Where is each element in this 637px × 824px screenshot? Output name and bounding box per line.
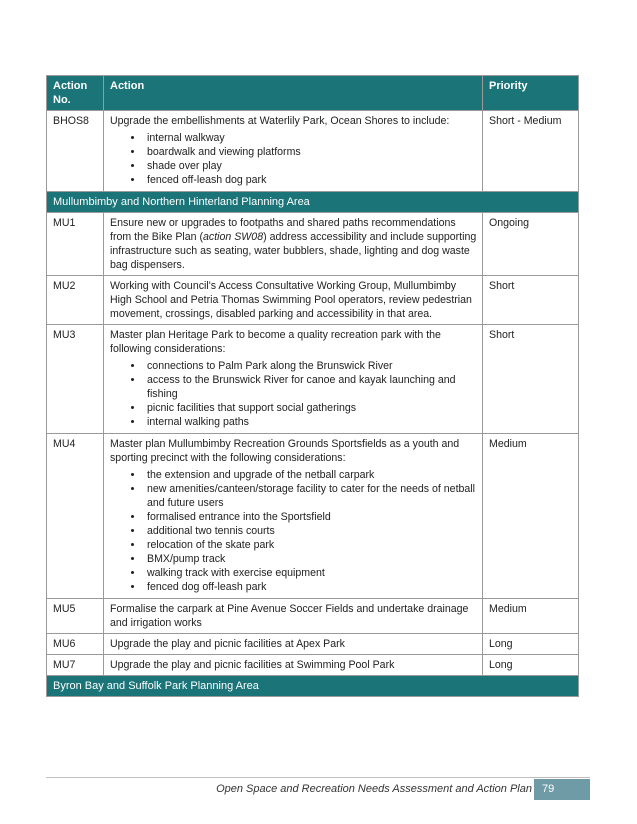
action-priority: Short [483, 325, 579, 434]
action-priority: Long [483, 655, 579, 676]
list-item: • fenced off-leash dog park [144, 173, 477, 187]
action-table [46, 75, 579, 697]
action-no: MU6 [47, 634, 104, 655]
section-row [47, 676, 579, 697]
action-text [104, 434, 483, 599]
action-bullet-list [110, 131, 477, 187]
table-row [47, 276, 579, 325]
action-text [104, 213, 483, 276]
action-reference: action SW08 [203, 231, 264, 243]
action-no: MU5 [47, 599, 104, 634]
table-row [47, 111, 579, 192]
action-text: Upgrade the play and picnic facilities at Apex Park [104, 634, 483, 655]
action-text [104, 111, 483, 192]
action-priority: Long [483, 634, 579, 655]
list-item: • formalised entrance into the Sportsfield [144, 510, 477, 524]
list-item: • boardwalk and viewing platforms [144, 145, 477, 159]
table-row [47, 434, 579, 599]
footer-document-title: Open Space and Recreation Needs Assessment and Action Plan [216, 783, 532, 795]
action-text [104, 325, 483, 434]
action-no: MU2 [47, 276, 104, 325]
header-action-no: Action No. [47, 76, 104, 111]
table-row [47, 634, 579, 655]
action-no: MU3 [47, 325, 104, 434]
list-item: • the extension and upgrade of the netball carpark [144, 468, 477, 482]
list-item: • internal walking paths [144, 415, 477, 429]
action-text: Upgrade the play and picnic facilities at Swimming Pool Park [104, 655, 483, 676]
section-row [47, 192, 579, 213]
action-text: Formalise the carpark at Pine Avenue Soccer Fields and undertake drainage and irrigation works [104, 599, 483, 634]
action-no: BHOS8 [47, 111, 104, 192]
list-item: • access to the Brunswick River for canoe and kayak launching and fishing [144, 373, 477, 401]
list-item: • picnic facilities that support social gatherings [144, 401, 477, 415]
action-no: MU7 [47, 655, 104, 676]
action-bullet-list [110, 359, 477, 429]
header-priority: Priority [483, 76, 579, 111]
action-description: Master plan Heritage Park to become a quality recreation park with the following considerations: [110, 329, 441, 355]
page-number: 79 [534, 779, 590, 800]
table-row [47, 213, 579, 276]
table-row [47, 655, 579, 676]
table-row [47, 325, 579, 434]
action-no: MU1 [47, 213, 104, 276]
list-item: • walking track with exercise equipment [144, 566, 477, 580]
action-description: Upgrade the embellishments at Waterlily Park, Ocean Shores to include: [110, 115, 450, 127]
action-description: Master plan Mullumbimby Recreation Grounds Sportsfields as a youth and sporting precinct with the following considerations: [110, 438, 460, 464]
action-priority: Short - Medium [483, 111, 579, 192]
action-text: Working with Council's Access Consultative Working Group, Mullumbimby High School and Petria Thomas Swimming Pool operators, review pedestrian movement, crossings, disabled parking and accessibility in that area. [104, 276, 483, 325]
action-priority: Short [483, 276, 579, 325]
list-item: • relocation of the skate park [144, 538, 477, 552]
list-item: • internal walkway [144, 131, 477, 145]
action-priority: Medium [483, 434, 579, 599]
list-item: • shade over play [144, 159, 477, 173]
list-item: • additional two tennis courts [144, 524, 477, 538]
action-no: MU4 [47, 434, 104, 599]
section-heading-byron-bay: Byron Bay and Suffolk Park Planning Area [47, 676, 579, 697]
action-text-part: Ensure new or upgrades to footpaths and shared paths recommendations from the Bike Plan ( [110, 217, 456, 243]
footer-divider [46, 777, 590, 778]
action-priority: Medium [483, 599, 579, 634]
section-heading-mullumbimby: Mullumbimby and Northern Hinterland Planning Area [47, 192, 579, 213]
table-row [47, 599, 579, 634]
action-priority: Ongoing [483, 213, 579, 276]
action-text-part: ) address accessibility and include supporting infrastructure such as seating, water bubblers, shade, lighting and dog waste bag dispensers. [110, 231, 477, 271]
list-item: • new amenities/canteen/storage facility to cater for the needs of netball and future users [144, 482, 477, 510]
list-item: • connections to Palm Park along the Brunswick River [144, 359, 477, 373]
table-header-row [47, 76, 579, 111]
list-item: • fenced dog off-leash park [144, 580, 477, 594]
action-bullet-list [110, 468, 477, 594]
list-item: • BMX/pump track [144, 552, 477, 566]
header-action: Action [104, 76, 483, 111]
